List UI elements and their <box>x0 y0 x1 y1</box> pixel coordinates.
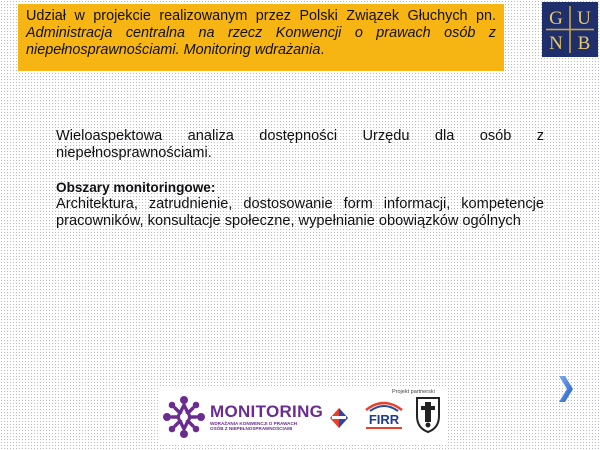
header-text-italic: Administracja centralna na rzecz Konwencji o prawach osób z niepełnosprawnościami. Monitoring wdrażania <box>26 25 496 58</box>
header-text-plain: Udział w projekcie realizowanym przez Polski Związek Głuchych pn. <box>26 8 496 24</box>
section-paragraph: Architektura, zatrudnienie, dostosowanie form informacji, kompetencje pracowników, konsultacje społeczne, wypełnianie obowiązków ogólnych <box>56 196 544 229</box>
pzg-logo <box>328 404 350 430</box>
partner-caption: Projekt partnerski <box>392 389 435 395</box>
section-heading: Obszary monitoringowe: <box>56 180 216 195</box>
people-circle-icon <box>160 394 208 440</box>
monitoring-subtitle-line-2: OSÓB Z NIEPEŁNOSPRAWNOŚCIAMI <box>210 426 293 432</box>
monitoring-subtitle <box>210 421 322 432</box>
crest-logo <box>414 394 442 434</box>
gunb-logo <box>542 2 598 57</box>
logo-letter-b: B <box>577 33 591 54</box>
header-text-end: . <box>320 42 325 58</box>
logo-letter-u: U <box>577 8 591 29</box>
paragraph-spacer <box>56 162 544 179</box>
slide-content <box>56 128 544 230</box>
logo-letter-g: G <box>549 8 563 29</box>
next-slide-button[interactable] <box>556 374 576 404</box>
firr-label: FIRR <box>368 412 400 427</box>
intro-paragraph: Wieloaspektowa analiza dostępności Urzędu dla osób z niepełnosprawnościami. <box>56 128 544 161</box>
firr-logo <box>360 398 408 432</box>
slide-header <box>18 4 504 71</box>
monitoring-subtitle-line-1: WDRAŻANIA KONWENCJI O PRAWACH <box>210 421 298 426</box>
logo-letter-n: N <box>549 33 563 54</box>
monitoring-title: MONITORING <box>210 402 324 421</box>
chevron-right-icon <box>556 374 576 404</box>
